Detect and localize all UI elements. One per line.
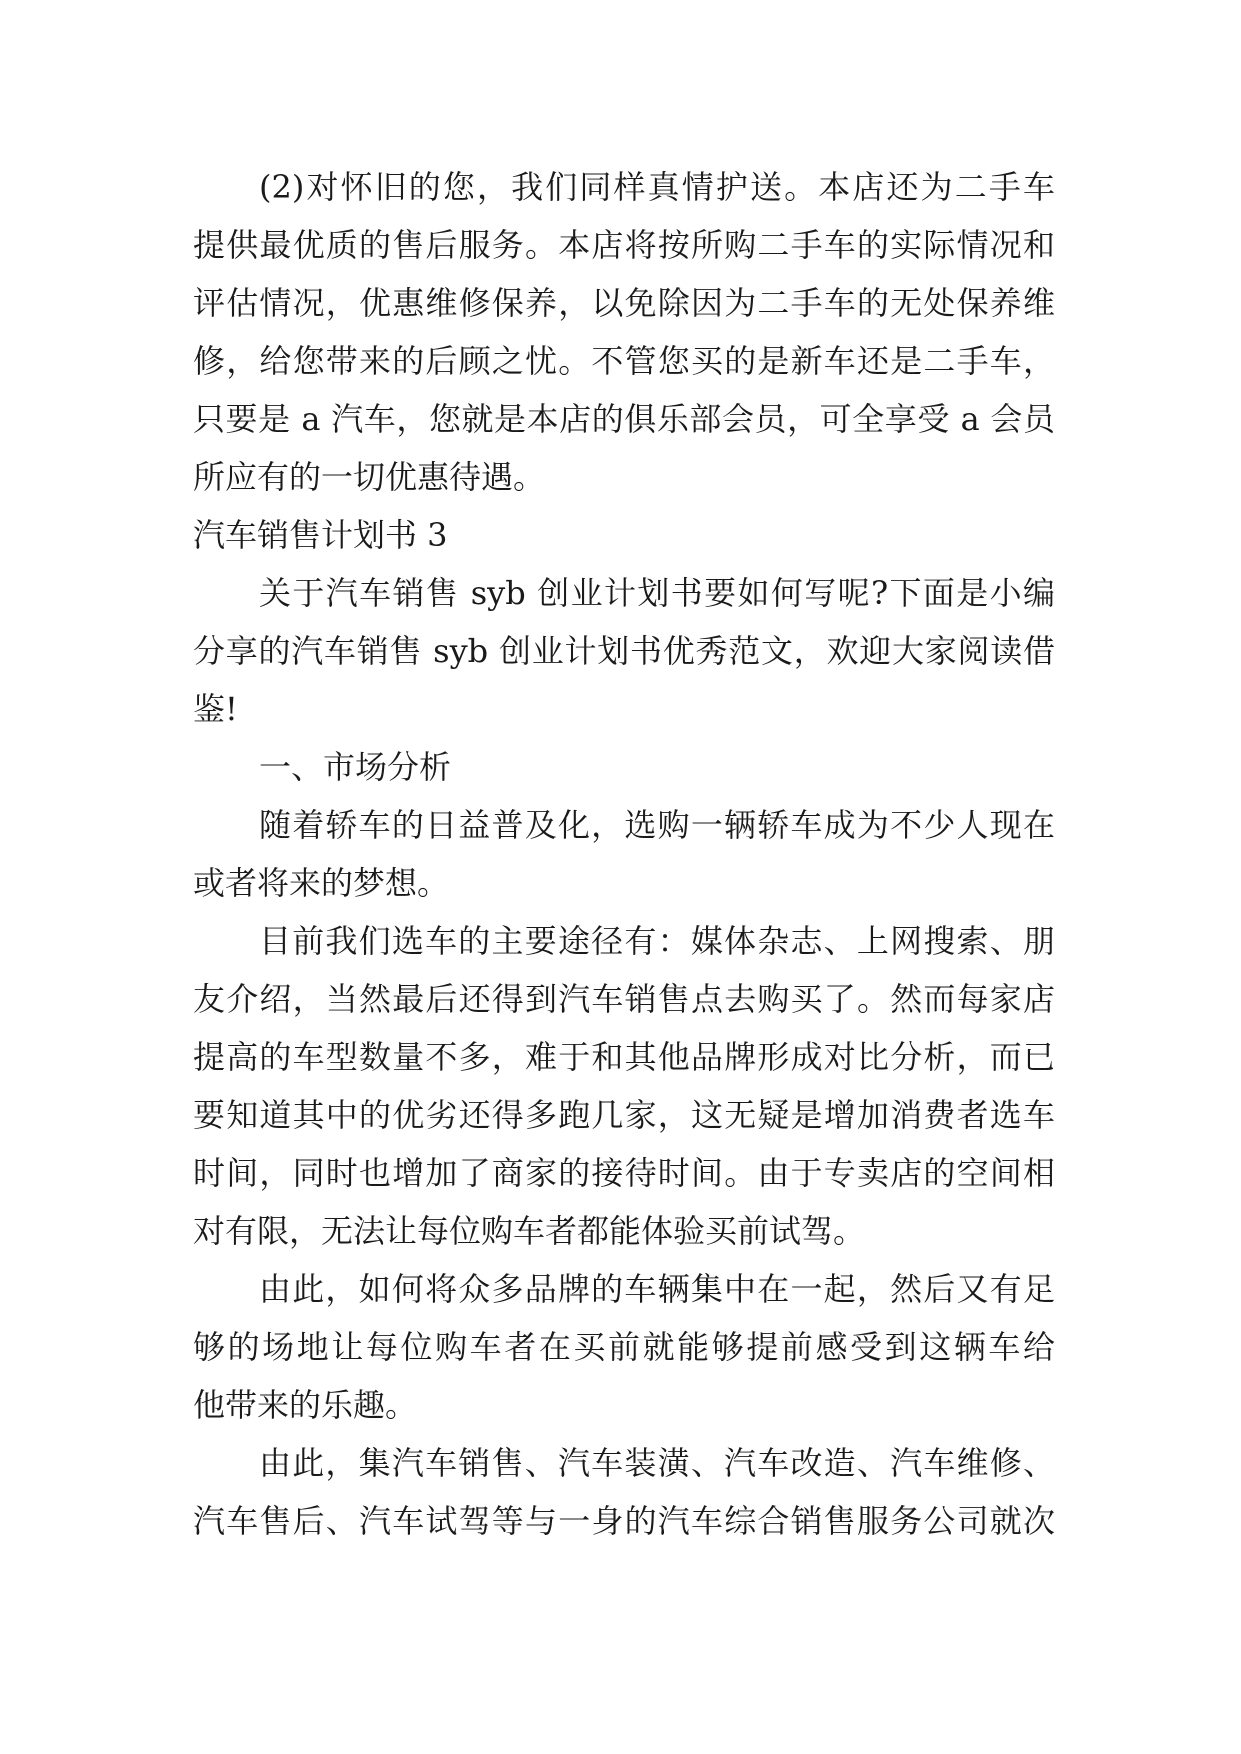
paragraph-line: 只要是 a 汽车，您就是本店的俱乐部会员，可全享受 a 会员 [193,400,1055,438]
paragraph-line: 友介绍，当然最后还得到汽车销售点去购买了。然而每家店 [193,980,1055,1018]
paragraph-line: 分享的汽车销售 syb 创业计划书优秀范文，欢迎大家阅读借 [193,632,1055,670]
paragraph-line: 提供最优质的售后服务。本店将按所购二手车的实际情况和 [193,226,1055,264]
subsection-heading: 一、市场分析 [259,748,452,786]
paragraph-line: 由此，如何将众多品牌的车辆集中在一起，然后又有足 [259,1270,1055,1308]
paragraph-line: (2)对怀旧的您，我们同样真情护送。本店还为二手车 [259,168,1055,206]
paragraph-line: 关于汽车销售 syb 创业计划书要如何写呢?下面是小编 [259,574,1055,612]
paragraph-line: 汽车售后、汽车试驾等与一身的汽车综合销售服务公司就次 [193,1502,1055,1540]
paragraph-line: 评估情况，优惠维修保养，以免除因为二手车的无处保养维 [193,284,1055,322]
paragraph-line: 或者将来的梦想。 [193,864,450,902]
paragraph-line: 所应有的一切优惠待遇。 [193,458,546,496]
paragraph-line: 鉴! [193,690,238,728]
paragraph-line: 提高的车型数量不多，难于和其他品牌形成对比分析，而已 [193,1038,1055,1076]
paragraph-line: 随着轿车的日益普及化，选购一辆轿车成为不少人现在 [259,806,1055,844]
paragraph-line: 够的场地让每位购车者在买前就能够提前感受到这辆车给 [193,1328,1055,1366]
paragraph-line: 他带来的乐趣。 [193,1386,418,1424]
paragraph-line: 修，给您带来的后顾之忧。不管您买的是新车还是二手车， [193,342,1055,380]
paragraph-line: 由此，集汽车销售、汽车装潢、汽车改造、汽车维修、 [259,1444,1055,1482]
paragraph-line: 对有限，无法让每位购车者都能体验买前试驾。 [193,1212,866,1250]
paragraph-line: 要知道其中的优劣还得多跑几家，这无疑是增加消费者选车 [193,1096,1055,1134]
paragraph-line: 时间，同时也增加了商家的接待时间。由于专卖店的空间相 [193,1154,1055,1192]
document-body [193,158,1055,1550]
section-heading: 汽车销售计划书 3 [193,516,448,554]
paragraph-line: 目前我们选车的主要途径有：媒体杂志、上网搜索、朋 [259,922,1055,960]
